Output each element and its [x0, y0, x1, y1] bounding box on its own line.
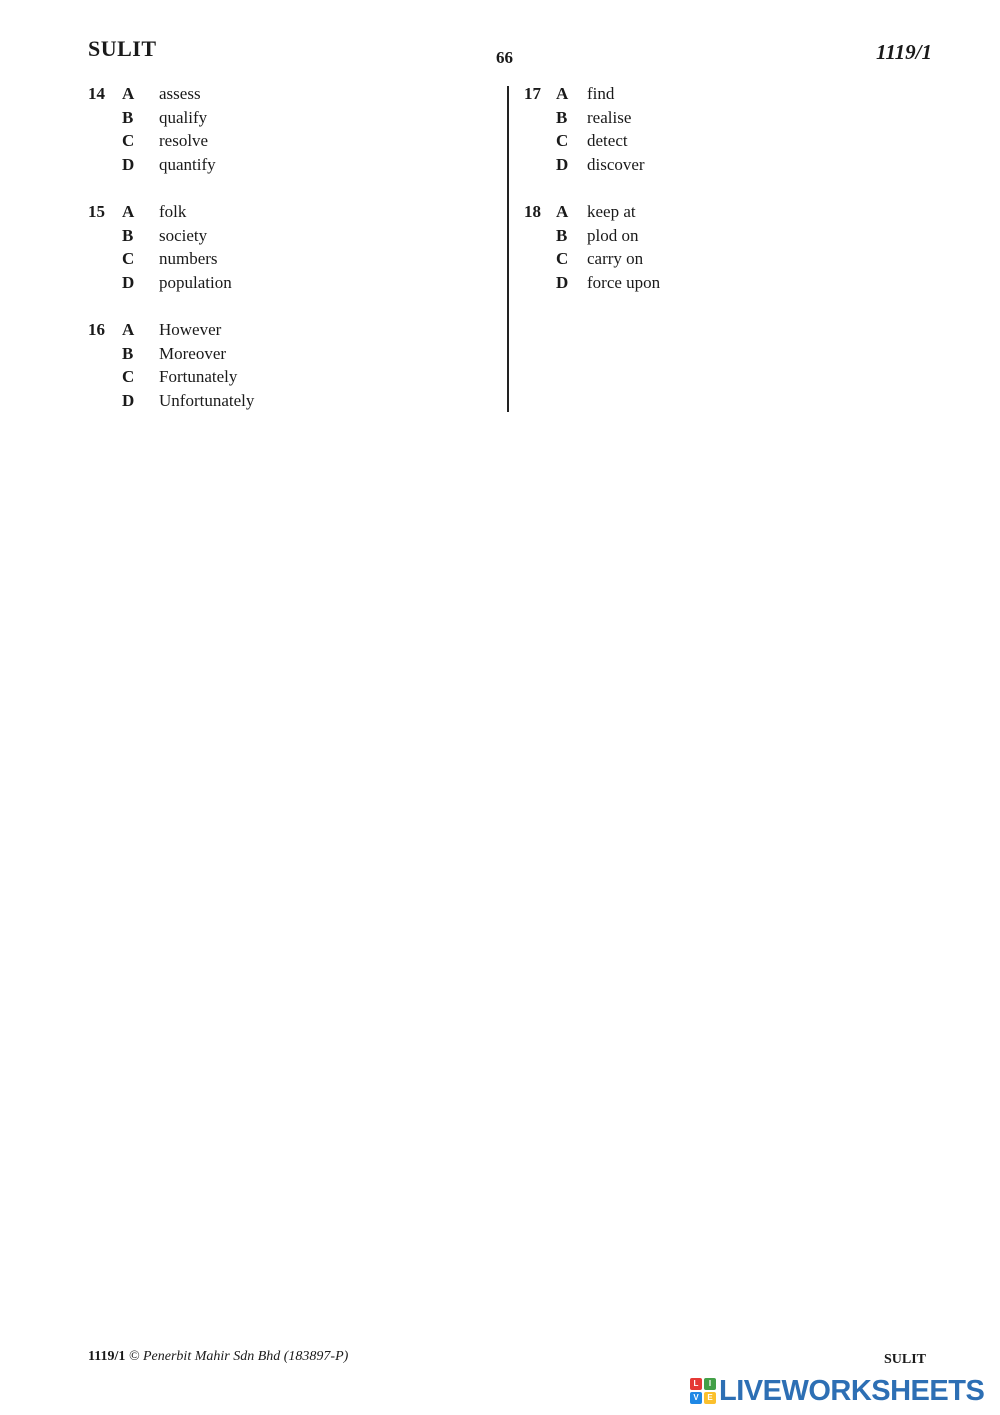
footer-publisher — [88, 1349, 348, 1365]
option-text: numbers — [159, 249, 218, 268]
column-divider — [507, 86, 509, 412]
liveworksheets-watermark — [690, 1374, 984, 1408]
option-14-a[interactable] — [88, 82, 488, 106]
option-text: plod on — [587, 225, 639, 245]
option-18-d[interactable] — [524, 271, 924, 295]
option-letter: A — [556, 202, 569, 221]
option-letter: B — [122, 107, 134, 127]
option-text: find — [587, 84, 615, 103]
question-number: 14 — [88, 84, 105, 103]
option-text: assess — [159, 84, 201, 103]
footer-publisher-text: © Penerbit Mahir Sdn Bhd (183897-P) — [128, 1349, 349, 1364]
option-text: force upon — [587, 272, 661, 292]
option-17-c[interactable] — [524, 129, 924, 153]
option-letter: B — [556, 225, 568, 245]
option-text: qualify — [159, 107, 208, 127]
header-sulit: SULIT — [88, 36, 157, 61]
option-letter: A — [556, 84, 569, 103]
question-number: 16 — [88, 320, 105, 339]
option-letter: C — [122, 131, 135, 150]
option-letter: B — [122, 225, 134, 245]
option-letter: C — [122, 367, 135, 386]
option-letter: D — [122, 154, 135, 174]
option-16-c[interactable] — [88, 365, 488, 389]
option-14-c[interactable] — [88, 129, 488, 153]
liveworksheets-logo-icon — [690, 1378, 716, 1404]
option-16-b[interactable] — [88, 342, 488, 366]
option-letter: C — [122, 249, 135, 268]
logo-tile: E — [704, 1392, 716, 1404]
option-17-d[interactable] — [524, 153, 924, 177]
option-text: However — [159, 320, 222, 339]
option-text: carry on — [587, 249, 644, 268]
option-letter: A — [122, 202, 135, 221]
option-letter: D — [556, 272, 569, 292]
question-number: 17 — [524, 84, 541, 103]
option-letter: A — [122, 320, 135, 339]
left-question-column — [88, 82, 488, 436]
option-letter: B — [122, 343, 134, 363]
paper-code: 1119/1 — [876, 40, 933, 64]
question-18 — [524, 200, 924, 294]
option-text: discover — [587, 154, 645, 174]
question-number: 18 — [524, 202, 541, 221]
option-letter: C — [556, 131, 569, 150]
option-text: realise — [587, 107, 632, 127]
logo-tile: I — [704, 1378, 716, 1390]
question-14 — [88, 82, 488, 176]
option-letter: C — [556, 249, 569, 268]
question-17 — [524, 82, 924, 176]
option-letter: B — [556, 107, 568, 127]
option-text: detect — [587, 131, 628, 150]
option-text: keep at — [587, 202, 636, 221]
option-17-b[interactable] — [524, 106, 924, 130]
question-15 — [88, 200, 488, 294]
option-15-a[interactable] — [88, 200, 488, 224]
option-text: Unfortunately — [159, 390, 255, 410]
option-14-d[interactable] — [88, 153, 488, 177]
option-text: resolve — [159, 131, 209, 150]
option-16-a[interactable] — [88, 318, 488, 342]
option-letter: D — [122, 272, 135, 292]
option-18-a[interactable] — [524, 200, 924, 224]
page-number: 66 — [496, 48, 513, 67]
option-text: folk — [159, 202, 187, 221]
footer-sulit: SULIT — [884, 1352, 927, 1367]
option-letter: A — [122, 84, 135, 103]
watermark-text: LIVEWORKSHEETS — [719, 1374, 985, 1407]
option-18-b[interactable] — [524, 224, 924, 248]
option-17-a[interactable] — [524, 82, 924, 106]
logo-tile: L — [690, 1378, 702, 1390]
question-16 — [88, 318, 488, 412]
option-text: Fortunately — [159, 367, 238, 386]
logo-tile: V — [690, 1392, 702, 1404]
option-letter: D — [122, 390, 135, 410]
option-text: society — [159, 225, 208, 245]
option-text: population — [159, 272, 232, 292]
option-14-b[interactable] — [88, 106, 488, 130]
option-16-d[interactable] — [88, 389, 488, 413]
option-15-d[interactable] — [88, 271, 488, 295]
option-18-c[interactable] — [524, 247, 924, 271]
option-15-b[interactable] — [88, 224, 488, 248]
option-letter: D — [556, 154, 569, 174]
option-text: quantify — [159, 154, 216, 174]
option-15-c[interactable] — [88, 247, 488, 271]
footer-code: 1119/1 — [88, 1349, 126, 1364]
right-question-column — [524, 82, 924, 318]
option-text: Moreover — [159, 343, 227, 363]
question-number: 15 — [88, 202, 105, 221]
